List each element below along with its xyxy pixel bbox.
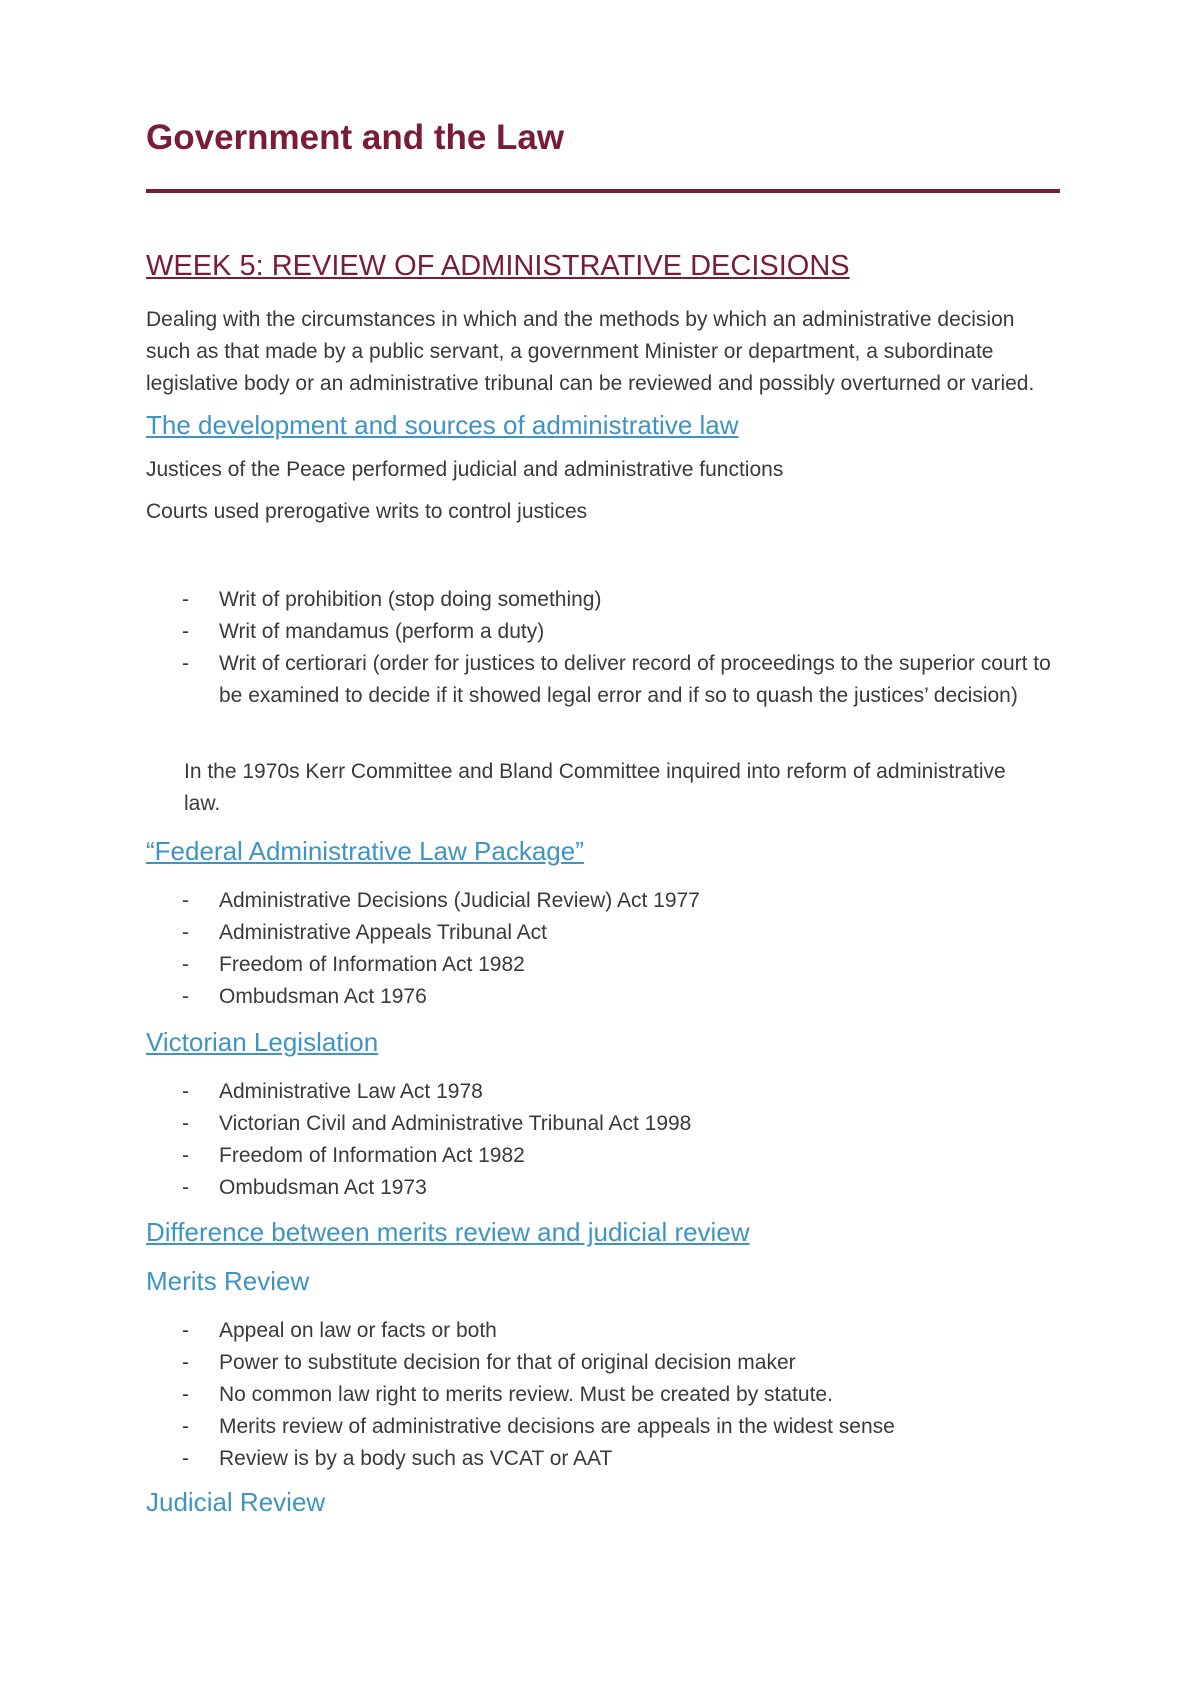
list-item <box>146 1347 1060 1379</box>
dash-bullet: - <box>182 921 189 944</box>
dash-bullet: - <box>182 1351 189 1374</box>
list-item-text: Power to substitute decision for that of original decision maker <box>219 1351 796 1374</box>
list-item-text: Writ of mandamus (perform a duty) <box>219 620 545 643</box>
difference-heading[interactable]: Difference between merits review and judicial review <box>146 1217 750 1247</box>
list-item-text: Administrative Law Act 1978 <box>219 1080 483 1103</box>
document-title: Government and the Law <box>146 118 565 157</box>
dash-bullet: - <box>182 588 189 611</box>
federal-list <box>146 885 1060 1013</box>
list-item <box>146 1315 1060 1347</box>
dash-bullet: - <box>182 1319 189 1342</box>
dash-bullet: - <box>182 889 189 912</box>
list-item-text: Administrative Appeals Tribunal Act <box>219 921 548 944</box>
dash-bullet: - <box>182 1176 189 1199</box>
judicial-heading: Judicial Review <box>146 1487 326 1517</box>
list-item <box>146 1076 1060 1108</box>
list-item <box>146 885 1060 917</box>
development-paragraph-1: Justices of the Peace performed judicial and administrative functions <box>146 458 784 481</box>
list-item <box>146 648 1060 712</box>
dash-bullet: - <box>182 1415 189 1438</box>
development-paragraph-2: Courts used prerogative writs to control justices <box>146 500 588 523</box>
list-item <box>146 981 1060 1013</box>
list-item <box>146 1172 1060 1204</box>
list-item-text: Appeal on law or facts or both <box>219 1319 497 1342</box>
list-item <box>146 1443 1060 1475</box>
list-item-text: Freedom of Information Act 1982 <box>219 953 525 976</box>
list-item-text: Merits review of administrative decisions are appeals in the widest sense <box>219 1415 895 1438</box>
dash-bullet: - <box>182 620 189 643</box>
intro-paragraph: Dealing with the circumstances in which and the methods by which an administrative decision such as that made by a public servant, a government Minister or department, a subordinate legislative body or an administrative tribunal can be reviewed and possibly overturned or varied. <box>146 308 1035 395</box>
dash-bullet: - <box>182 1080 189 1103</box>
list-item <box>146 584 1060 616</box>
dash-bullet: - <box>182 953 189 976</box>
dash-bullet: - <box>182 1112 189 1135</box>
federal-heading[interactable]: “Federal Administrative Law Package” <box>146 836 584 866</box>
list-item <box>146 1411 1060 1443</box>
list-item <box>146 917 1060 949</box>
list-item-text: Review is by a body such as VCAT or AAT <box>219 1447 613 1470</box>
dash-bullet: - <box>182 652 189 675</box>
list-item <box>146 1108 1060 1140</box>
development-paragraph-3: In the 1970s Kerr Committee and Bland Committee inquired into reform of administrative law. <box>184 760 1006 815</box>
list-item-text: Victorian Civil and Administrative Tribunal Act 1998 <box>219 1112 692 1135</box>
week-heading: WEEK 5: REVIEW OF ADMINISTRATIVE DECISIONS <box>146 250 850 282</box>
list-item-text: Writ of certiorari (order for justices to deliver record of proceedings to the superior court to be examined to decide if it showed legal error and if so to quash the justices’ decision) <box>219 652 1051 707</box>
victorian-heading[interactable]: Victorian Legislation <box>146 1027 379 1057</box>
dash-bullet: - <box>182 1447 189 1470</box>
writs-list <box>146 584 1060 712</box>
list-item <box>146 616 1060 648</box>
development-heading[interactable]: The development and sources of administrative law <box>146 410 739 440</box>
title-rule <box>146 189 1060 193</box>
list-item-text: Administrative Decisions (Judicial Review) Act 1977 <box>219 889 700 912</box>
dash-bullet: - <box>182 985 189 1008</box>
list-item-text: No common law right to merits review. Must be created by statute. <box>219 1383 833 1406</box>
dash-bullet: - <box>182 1144 189 1167</box>
list-item-text: Writ of prohibition (stop doing something) <box>219 588 602 611</box>
list-item <box>146 1140 1060 1172</box>
list-item-text: Ombudsman Act 1976 <box>219 985 427 1008</box>
dash-bullet: - <box>182 1383 189 1406</box>
list-item <box>146 949 1060 981</box>
merits-list <box>146 1315 1060 1475</box>
merits-heading: Merits Review <box>146 1266 310 1296</box>
victorian-list <box>146 1076 1060 1204</box>
list-item <box>146 1379 1060 1411</box>
list-item-text: Freedom of Information Act 1982 <box>219 1144 525 1167</box>
list-item-text: Ombudsman Act 1973 <box>219 1176 427 1199</box>
